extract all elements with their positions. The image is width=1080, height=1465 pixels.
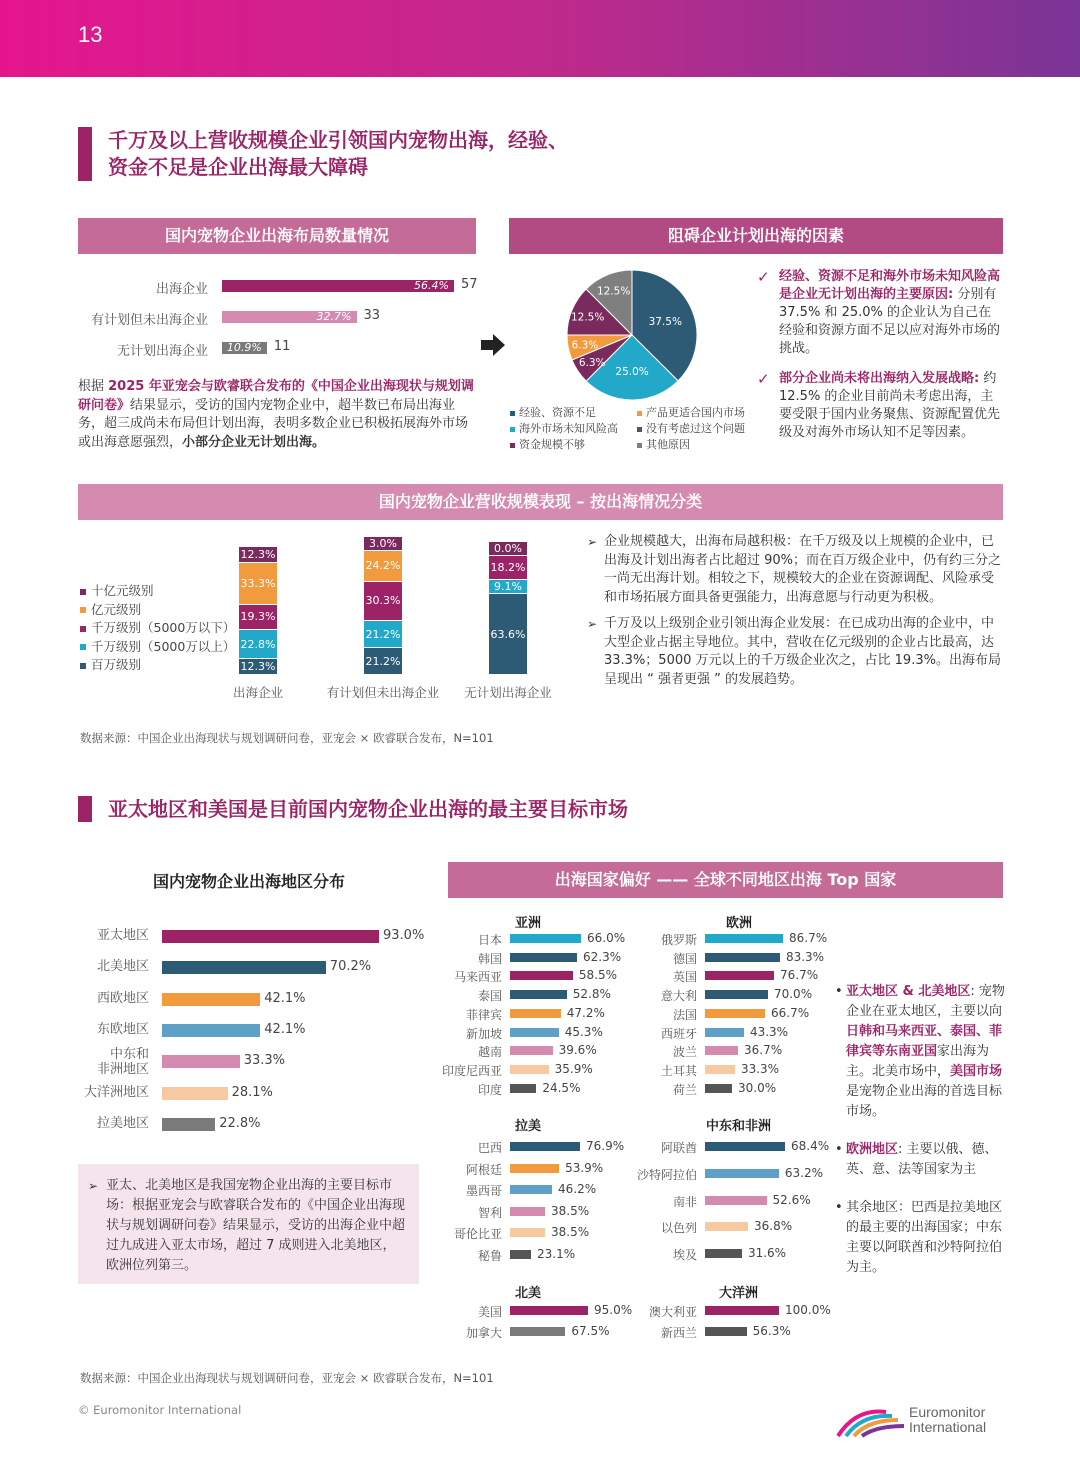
region-bar-label: 拉美地区 xyxy=(96,1115,149,1131)
stacked-segment: 21.2% xyxy=(364,647,402,674)
layout-text-a: 根据 xyxy=(78,379,109,394)
country-bar xyxy=(705,934,783,943)
layout-text-b: 结果显示，受访的国内宠物企业中，超半数已布局出海业务，超三成尚未布局但计划出海，表明多数企业已积极拓展海外市场或出海意愿强烈， xyxy=(78,397,469,450)
country-name: 印度尼西亚 xyxy=(441,1063,502,1078)
stacked-segment: 33.3% xyxy=(239,562,277,605)
pie-legend-item xyxy=(510,404,596,420)
country-bar xyxy=(705,1142,785,1151)
country-pct: 38.5% xyxy=(551,1203,590,1218)
country-pct: 46.2% xyxy=(558,1182,597,1196)
country-pct: 66.7% xyxy=(771,1005,810,1020)
region-block-title: 欧洲 xyxy=(726,916,753,931)
country-pct: 68.4% xyxy=(791,1139,830,1153)
country-pct: 62.3% xyxy=(583,949,622,964)
revenue-bullet-1 xyxy=(587,533,1003,607)
stacked-segment: 9.1% xyxy=(489,579,527,593)
country-pct: 76.9% xyxy=(586,1139,625,1153)
pie-legend-item xyxy=(637,436,690,452)
layout-bar-pct: 10.9% xyxy=(226,341,262,354)
pie-legend-item xyxy=(637,404,745,420)
legend-swatch xyxy=(80,607,86,613)
country-pct: 83.3% xyxy=(785,949,825,964)
country-name: 秘鲁 xyxy=(477,1248,502,1263)
region-bar-label: 东欧地区 xyxy=(96,1021,149,1037)
revenue-legend-item xyxy=(80,618,235,636)
country-name: 越南 xyxy=(477,1045,502,1060)
country-bar xyxy=(705,1327,747,1336)
stacked-category-label: 有计划但未出海企业 xyxy=(326,685,440,700)
side-note-2 xyxy=(835,1140,1005,1180)
country-name: 南非 xyxy=(672,1194,697,1209)
bullet-dot-icon: • xyxy=(835,984,843,999)
legend-swatch xyxy=(510,443,515,448)
country-bar xyxy=(705,1046,738,1055)
layout-panel-text xyxy=(78,378,478,452)
layout-bar-label: 出海企业 xyxy=(155,282,208,297)
country-bar xyxy=(705,971,774,980)
country-bar xyxy=(510,1142,580,1151)
country-name: 智利 xyxy=(477,1205,502,1220)
section1-title-line1: 千万及以上营收规模企业引领国内宠物出海，经验、 xyxy=(108,128,568,152)
country-pct: 100.0% xyxy=(785,1303,831,1317)
legend-swatch xyxy=(80,626,86,632)
revenue-legend-label: 亿元级别 xyxy=(91,601,142,617)
revenue-legend-item xyxy=(80,600,141,618)
country-panel-title: 出海国家偏好 —— 全球不同地区出海 Top 国家 xyxy=(448,862,1003,898)
country-pct: 53.9% xyxy=(565,1160,604,1175)
country-name: 美国 xyxy=(477,1305,502,1319)
region-block-title: 亚洲 xyxy=(515,916,542,931)
country-side-notes xyxy=(835,982,1005,1278)
country-name: 阿根廷 xyxy=(465,1162,502,1177)
layout-text-bold: 小部分企业无计划出海。 xyxy=(182,434,326,450)
country-bar xyxy=(705,1084,732,1093)
region-note-text: 亚太、北美地区是我国宠物企业出海的主要目标市场：根据亚宠会与欧睿联合发布的《中国企业出海现状与规划调研问卷》结果显示，受访的出海企业中超过九成进入亚太市场，超过 7 成则进入北美地区，欧洲位列第三。 xyxy=(106,1178,406,1273)
stacked-segment: 0.0% xyxy=(489,541,527,555)
country-name: 巴西 xyxy=(477,1141,502,1155)
pie-slice-label: 6.3% xyxy=(578,356,606,369)
region-note-box xyxy=(78,1164,419,1284)
layout-text-hl: 2025 年亚宠会与欧睿联合发布的《中国企业出海现状与规划调研问卷》 xyxy=(78,379,474,413)
stacked-segment: 24.2% xyxy=(364,550,402,581)
arrow-bullet-icon: ➢ xyxy=(88,1179,99,1193)
country-name: 马来西亚 xyxy=(453,970,502,985)
page-header xyxy=(0,0,1080,77)
stacked-segment: 30.3% xyxy=(364,581,402,620)
country-pct: 23.1% xyxy=(537,1246,576,1261)
country-bar xyxy=(510,1327,565,1336)
side-note1-a: : 宠物企业在亚太地区，主要以向 xyxy=(846,984,1005,1019)
country-name: 法国 xyxy=(672,1007,697,1022)
country-pct: 95.0% xyxy=(594,1303,633,1317)
country-pct: 47.2% xyxy=(566,1005,605,1020)
section1-title-line2: 资金不足是企业出海最大障碍 xyxy=(108,155,368,179)
region-bar xyxy=(162,930,379,943)
country-name: 澳大利亚 xyxy=(648,1305,697,1319)
layout-panel-title: 国内宠物企业出海布局数量情况 xyxy=(78,218,476,254)
country-name: 西班牙 xyxy=(660,1026,697,1041)
revenue-legend-item xyxy=(80,655,141,673)
country-name: 沙特阿拉伯 xyxy=(636,1167,697,1182)
arrow-right-icon xyxy=(481,334,505,360)
pie-legend-label: 经验、资源不足 xyxy=(519,406,596,419)
country-bar xyxy=(510,990,567,999)
country-bar xyxy=(510,1228,545,1237)
side-note2-hl: 欧洲地区 xyxy=(846,1142,899,1157)
region-bar-pct: 42.1% xyxy=(264,1021,306,1037)
side-note1-hl2: 日韩和马来西亚、泰国、菲律宾等东南亚国 xyxy=(846,1024,1003,1059)
region-bar-pct: 93.0% xyxy=(383,928,425,943)
country-name: 泰国 xyxy=(477,989,502,1004)
pie-legend-label: 海外市场未知风险高 xyxy=(519,422,618,435)
logo-line1: Euromonitor xyxy=(909,1404,986,1420)
country-bar xyxy=(510,1207,545,1216)
region-bar xyxy=(162,1087,228,1100)
country-bar xyxy=(510,1084,536,1093)
country-bar xyxy=(510,1306,588,1315)
country-pct: 76.7% xyxy=(780,968,819,983)
revenue-panel-title: 国内宠物企业营收规模表现 – 按出海情况分类 xyxy=(78,484,1003,520)
country-pct: 67.5% xyxy=(571,1323,610,1338)
pie-slice-label: 12.5% xyxy=(596,285,631,298)
stacked-category-label: 无计划出海企业 xyxy=(464,685,552,700)
country-bar xyxy=(705,953,780,962)
barrier-points xyxy=(757,268,1003,442)
country-bar xyxy=(705,990,768,999)
bullet-dot-icon: • xyxy=(835,1200,843,1215)
layout-bar-count: 11 xyxy=(273,339,291,354)
region-bar xyxy=(162,1055,240,1068)
country-bar xyxy=(510,1164,559,1173)
section2-title xyxy=(78,796,628,822)
country-pct: 66.0% xyxy=(587,931,626,945)
legend-swatch xyxy=(637,411,642,416)
country-name: 韩国 xyxy=(477,951,502,966)
region-block-title: 拉美 xyxy=(515,1119,542,1134)
revenue-bullet2-text: 千万及以上级别企业引领出海企业发展：在已成功出海的企业中，中大型企业占据主导地位。其中，营收在亿元级别的企业占比最高，达 33.3%；5000 万元以上的千万级企业次之，占比 19.3%。出海布局呈现出 “ 强者更强 ” 的发展趋势。 xyxy=(604,616,1001,687)
side-note1-hl3: 美国市场 xyxy=(950,1064,1003,1079)
bullet-dot-icon: • xyxy=(835,1142,843,1157)
region-block-title: 中东和非洲 xyxy=(706,1119,772,1134)
stacked-segment: 19.3% xyxy=(239,604,277,629)
barrier-point1-title: 经验、资源不足和海外市场未知风险高是企业无计划出海的主要原因: xyxy=(779,269,1001,302)
pie-legend-item xyxy=(510,436,585,452)
country-name: 菲律宾 xyxy=(465,1007,502,1022)
country-pct: 63.2% xyxy=(784,1165,824,1180)
region-bar-label: 大洋洲地区 xyxy=(83,1084,149,1100)
pie-legend-label: 其他原因 xyxy=(646,438,690,451)
barrier-point1-body: 分别有 37.5% 和 25.0% 的企业认为自己在经验和资源方面不足以应对海外市场的挑战。 xyxy=(779,287,1001,356)
country-bar xyxy=(510,953,577,962)
euromonitor-logo xyxy=(836,1404,1006,1440)
country-name: 荷兰 xyxy=(672,1082,697,1097)
revenue-bullet1-text: 企业规模越大，出海布局越积极：在千万级及以上规模的企业中，已出海及计划出海者占比超过 90%；而在百万级企业中，仍有约三分之一尚无出海计划。相较之下，规模较大的企业在资源调配、风险承受和市场拓展方面具备更强能力，出海意愿与行动更为积极。 xyxy=(604,534,1002,605)
layout-bar-pct: 32.7% xyxy=(316,310,352,323)
check-icon: ✓ xyxy=(757,370,770,388)
logo-line2: International xyxy=(909,1419,987,1435)
country-name: 以色列 xyxy=(660,1221,697,1236)
barrier-point-2 xyxy=(757,370,1003,442)
barrier-point-1 xyxy=(757,268,1003,358)
layout-bar-count: 57 xyxy=(461,277,478,292)
country-bar xyxy=(510,971,573,980)
revenue-legend-label: 千万级别（5000万以下） xyxy=(91,620,236,635)
revenue-legend-label: 十亿元级别 xyxy=(91,583,154,598)
revenue-legend-item xyxy=(80,581,154,599)
pie-legend-label: 没有考虑过这个问题 xyxy=(646,422,745,435)
stacked-segment: 12.3% xyxy=(240,660,276,674)
country-pct: 33.3% xyxy=(740,1061,780,1076)
arrow-bullet-icon: ➢ xyxy=(587,617,598,631)
barrier-pie-chart xyxy=(555,265,700,405)
section1-title xyxy=(78,127,568,181)
revenue-legend-item xyxy=(80,637,235,655)
country-pct: 45.3% xyxy=(564,1024,603,1039)
country-pct: 30.0% xyxy=(737,1080,777,1095)
region-bar xyxy=(162,993,260,1006)
country-name: 印度 xyxy=(477,1082,502,1097)
region-block-title: 大洋洲 xyxy=(719,1286,759,1301)
country-bar xyxy=(705,1249,742,1258)
revenue-legend-label: 百万级别 xyxy=(91,657,142,672)
stacked-segment: 22.8% xyxy=(239,629,277,658)
country-pct: 35.9% xyxy=(554,1061,593,1076)
country-bar xyxy=(510,1250,531,1259)
country-name: 意大利 xyxy=(660,989,697,1004)
region-bar xyxy=(162,1118,215,1131)
pie-legend-item xyxy=(510,420,618,436)
country-bar xyxy=(705,1306,779,1315)
country-pct: 58.5% xyxy=(578,968,618,983)
arrow-bullet-icon: ➢ xyxy=(587,535,598,549)
stacked-category-label: 出海企业 xyxy=(232,685,283,700)
layout-bar-count: 33 xyxy=(363,308,381,323)
pie-slice-label: 37.5% xyxy=(648,316,682,329)
side-note3-text: 其余地区：巴西是拉美地区的最主要的出海国家；中东主要以阿联酋和沙特阿拉伯为主。 xyxy=(846,1200,1003,1275)
region-panel-title: 国内宠物企业出海地区分布 xyxy=(153,872,346,891)
country-bar xyxy=(510,1046,553,1055)
country-bar xyxy=(705,1196,767,1205)
side-note-1 xyxy=(835,982,1005,1122)
stacked-segment: 63.6% xyxy=(489,593,527,674)
country-pct: 70.0% xyxy=(773,987,813,1002)
country-name: 阿联酋 xyxy=(660,1141,697,1155)
country-pct: 36.7% xyxy=(744,1043,783,1058)
region-bar-label: 北美地区 xyxy=(96,959,149,975)
copyright: © Euromonitor International xyxy=(78,1403,242,1417)
side-note2-a: : 主要以俄、德、英、意、法等国家为主 xyxy=(846,1142,998,1177)
country-name: 加拿大 xyxy=(465,1325,502,1340)
side-note1-b: 家出海为主。北美市场中， xyxy=(846,1044,990,1079)
region-bar-label: 亚太地区 xyxy=(96,928,149,943)
check-icon: ✓ xyxy=(757,268,770,286)
pie-legend-label: 资金规模不够 xyxy=(519,438,585,451)
barrier-panel-title: 阻碍企业计划出海的因素 xyxy=(509,218,1003,254)
legend-swatch xyxy=(637,427,642,432)
layout-bar-label: 无计划出海企业 xyxy=(116,344,208,359)
country-bar xyxy=(705,1222,748,1231)
country-pct: 39.6% xyxy=(558,1043,597,1058)
country-pct: 52.8% xyxy=(572,987,611,1002)
region-bar-pct: 22.8% xyxy=(219,1115,261,1131)
country-bar xyxy=(510,1185,552,1194)
stacked-segment: 21.2% xyxy=(364,620,402,647)
country-pct: 43.3% xyxy=(749,1024,789,1039)
country-pct: 38.5% xyxy=(551,1225,590,1239)
barrier-point2-title: 部分企业尚未将出海纳入发展战略: xyxy=(779,371,980,386)
region-bar xyxy=(162,1024,260,1037)
country-bar xyxy=(705,1009,765,1018)
country-bar xyxy=(510,1009,561,1018)
country-name: 土耳其 xyxy=(660,1063,697,1078)
legend-swatch xyxy=(510,427,515,432)
legend-swatch xyxy=(80,644,86,650)
barrier-point2-body: 约 12.5% 的企业目前尚未考虑出海，主要受限于国内业务聚焦、资源配置优先级及对海外市场认知不足等因素。 xyxy=(779,371,1001,440)
region-note xyxy=(88,1176,407,1276)
region-bar-pct: 70.2% xyxy=(329,959,372,975)
pie-slice-label: 12.5% xyxy=(570,311,605,324)
country-name: 俄罗斯 xyxy=(660,933,697,947)
country-name: 哥伦比亚 xyxy=(453,1227,502,1241)
section2-title-text: 亚太地区和美国是目前国内宠物企业出海的最主要目标市场 xyxy=(108,797,628,821)
region-bar-pct: 28.1% xyxy=(231,1084,273,1100)
country-pct: 52.6% xyxy=(772,1192,811,1207)
region-bar xyxy=(162,961,326,974)
stacked-segment: 12.3% xyxy=(240,548,276,561)
country-name: 日本 xyxy=(477,933,502,947)
source-note-2: 数据来源：中国企业出海现状与规划调研问卷，亚宠会 × 欧睿联合发布，N=101 xyxy=(80,1371,494,1385)
logo-arcs-icon xyxy=(836,1404,908,1438)
country-name: 新西兰 xyxy=(660,1325,697,1340)
layout-bar-pct: 56.4% xyxy=(414,279,449,292)
side-note1-hl: 亚太地区 & 北美地区 xyxy=(846,984,971,999)
country-name: 新加坡 xyxy=(465,1026,502,1041)
layout-bar-label: 有计划但未出海企业 xyxy=(90,313,208,328)
region-bar-label: 中东和 非洲地区 xyxy=(96,1047,149,1078)
pie-legend-label: 产品更适合国内市场 xyxy=(646,406,745,419)
country-pct: 31.6% xyxy=(747,1246,787,1261)
country-bar xyxy=(510,1028,559,1037)
revenue-bullets xyxy=(587,533,1003,689)
country-bar xyxy=(705,1028,744,1037)
country-bar xyxy=(510,934,581,943)
page-number: 13 xyxy=(78,22,103,47)
stacked-segment: 18.2% xyxy=(489,555,527,578)
legend-swatch xyxy=(80,589,86,595)
stacked-segment: 3.0% xyxy=(364,536,402,550)
country-pct: 86.7% xyxy=(789,931,828,945)
country-pct: 56.3% xyxy=(752,1323,791,1338)
revenue-legend-label: 千万级别（5000万以上） xyxy=(91,638,236,654)
region-bar-pct: 42.1% xyxy=(264,990,306,1006)
side-note1-c: 是宠物企业出海的首选目标市场。 xyxy=(846,1084,1003,1119)
country-name: 德国 xyxy=(672,951,697,966)
legend-swatch xyxy=(80,663,86,669)
revenue-bullet-2 xyxy=(587,615,1003,689)
legend-swatch xyxy=(510,411,515,416)
country-name: 波兰 xyxy=(672,1045,697,1060)
pie-slice-label: 6.3% xyxy=(571,339,599,352)
country-pct: 36.8% xyxy=(754,1219,793,1234)
country-pct: 24.5% xyxy=(542,1080,581,1095)
region-bar-pct: 33.3% xyxy=(243,1053,285,1069)
country-name: 墨西哥 xyxy=(465,1184,502,1198)
region-block-title: 北美 xyxy=(515,1286,542,1301)
legend-swatch xyxy=(637,443,642,448)
country-name: 英国 xyxy=(672,970,697,985)
pie-slice-label: 25.0% xyxy=(615,365,649,378)
country-bar xyxy=(705,1169,779,1178)
country-name: 埃及 xyxy=(672,1248,697,1263)
side-note-3 xyxy=(835,1198,1005,1278)
region-bar-label: 西欧地区 xyxy=(96,990,149,1006)
country-bar xyxy=(510,1065,549,1074)
pie-legend-item xyxy=(637,420,745,436)
country-bar xyxy=(705,1065,735,1074)
source-note-1: 数据来源：中国企业出海现状与规划调研问卷，亚宠会 × 欧睿联合发布，N=101 xyxy=(80,731,494,745)
